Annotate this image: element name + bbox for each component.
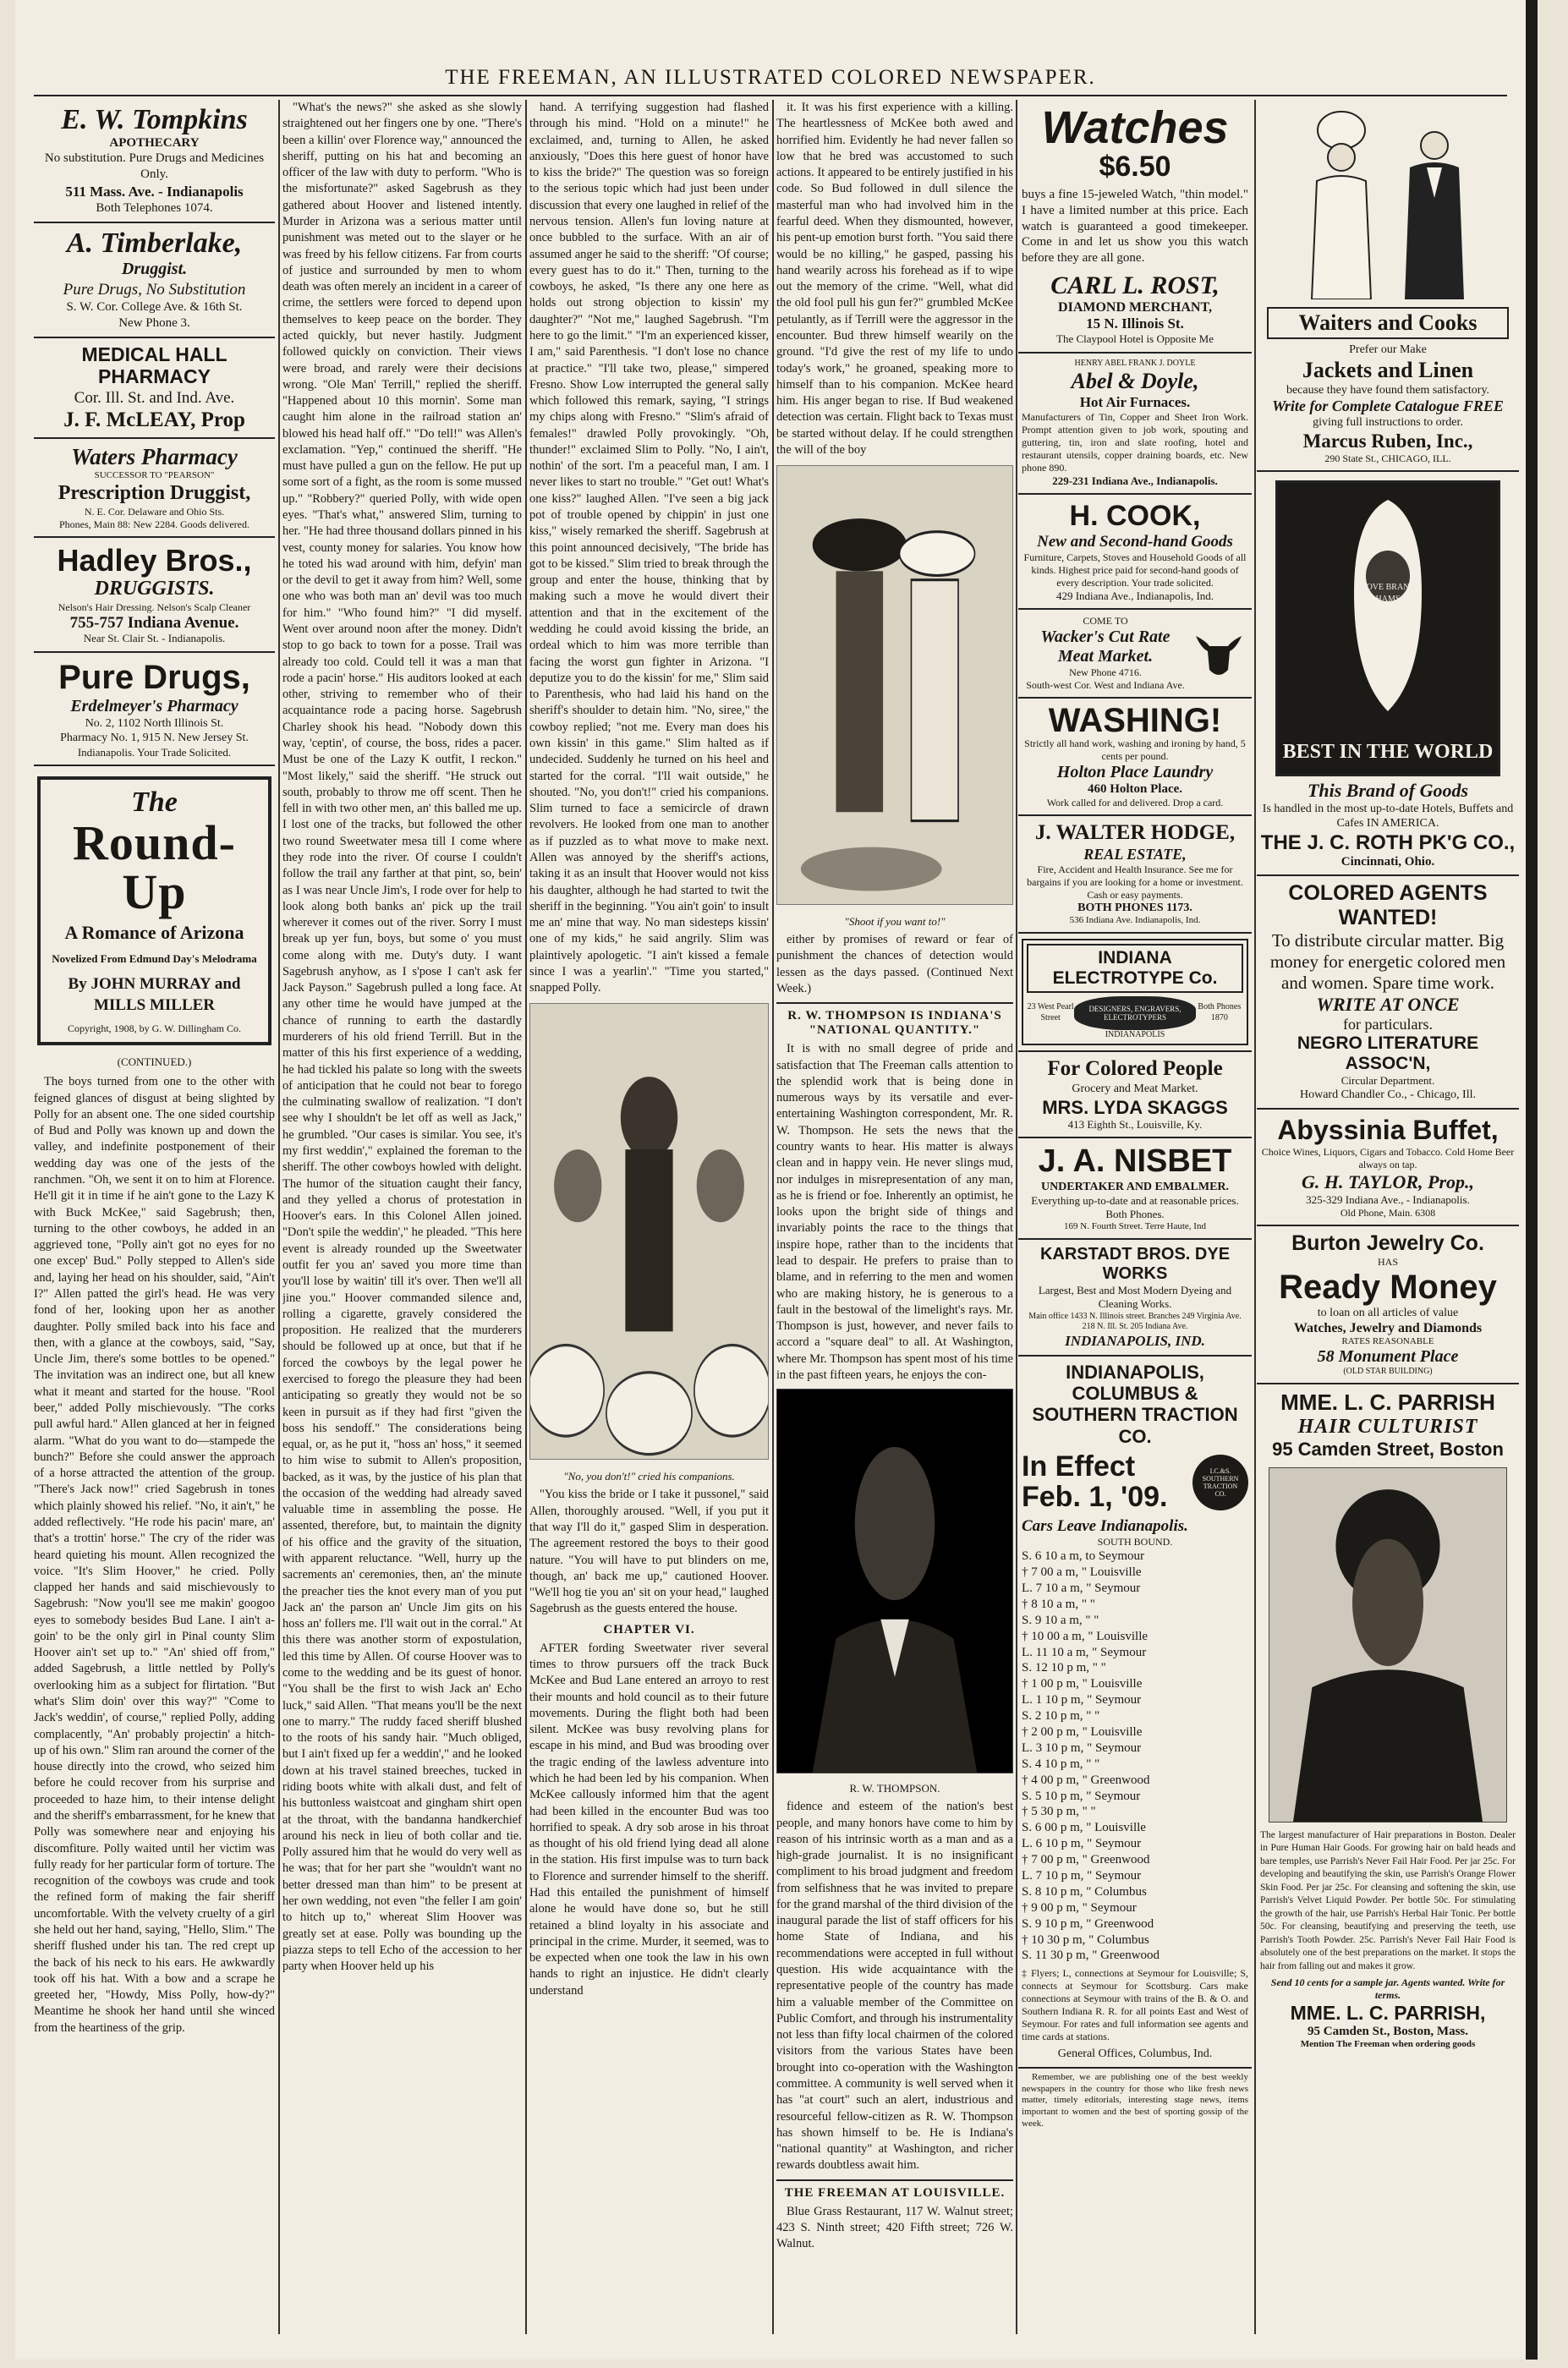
ad-line: Largest, Best and Most Modern Dyeing and Cleaning Works. (1038, 1284, 1232, 1311)
ad-line: (OLD STAR BUILDING) (1343, 1367, 1433, 1377)
ad-line: HAS (1377, 1256, 1398, 1269)
ad-line: Phones, Main 88: New 2284. Goods delivered. (59, 518, 249, 530)
ad-line: 413 Eighth St., Louisville, Ky. (1067, 1117, 1203, 1131)
ad-line: 536 Indiana Ave. Indianapolis, Ind. (1069, 915, 1201, 926)
ad-line: Cor. Ill. St. and Ind. Ave. (74, 388, 235, 407)
roundup-novelized: Novelized From Edmund Day's Melodrama (52, 951, 257, 965)
ad-price: $6.50 (1099, 151, 1171, 183)
ad-line: APOTHECARY (109, 135, 200, 150)
timetable-row: S. 2 10 p m, " " (1022, 1709, 1100, 1724)
article-text: Blue Grass Restaurant, 117 W. Walnut street; 423 S. Ninth street; 420 Fifth street; 726 W. Walnut. (776, 2204, 1013, 2251)
ad-line: South-west Cor. West and Indiana Ave. (1026, 679, 1185, 692)
ad-name: MEDICAL HALL PHARMACY (81, 343, 228, 388)
ad-name: COLORED AGENTS WANTED! (1288, 880, 1488, 929)
timetable-row: S. 6 10 a m, to Seymour (1022, 1549, 1144, 1564)
portrait-photo (777, 1390, 1012, 1773)
ad-line: 95 Camden St., Boston, Mass. (1307, 2025, 1469, 2039)
ad-walter-hodge (1018, 816, 1252, 934)
ad-line: The Claypool Hotel is Opposite Me (1056, 332, 1214, 346)
ad-abel-doyle (1018, 354, 1252, 496)
ad-text: Main office 1433 N. Illinois street. Branches 249 Virginia Ave. 218 N. Ill. St. 205 Indiana Ave. (1028, 1311, 1242, 1332)
ad-line: New Phone 4716. (1069, 666, 1142, 679)
ad-line: Marcus Ruben, Inc., (1302, 430, 1473, 452)
ad-line: DRUGGISTS. (94, 578, 215, 600)
ad-line: SOUTH BOUND. (1097, 1536, 1173, 1549)
ad-name: Pure Drugs, (58, 658, 250, 696)
column-5 (1018, 100, 1252, 2334)
ad-line: 460 Holton Place. (1087, 782, 1183, 797)
illustration-companions (529, 1003, 769, 1460)
ad-name: J. WALTER HODGE, (1034, 821, 1236, 845)
ad-name: Hadley Bros., (57, 542, 252, 578)
ad-line: NEGRO LITERATURE ASSOC'N, (1297, 1033, 1479, 1074)
timetable-row: S. 9 10 p m, " Greenwood (1022, 1916, 1154, 1931)
ad-line: Nelson's Hair Dressing. Nelson's Scalp Cleaner (58, 600, 251, 613)
article-text: fidence and esteem of the nation's best people, and many honors have come to him by reason of his intrinsic worth as a man and as a high-grade journalist. It is no insignificant compliment to his broad judgment and freedom from selfishness that he was invited to prepare for the grand marshal of the third division of the inaugural parade the list of staff officers for his home State of Indiana, and his recommendations were accepted in full without question. His wide acquaintance with the representative people of the country has made him a valuable member of the Committee on Public Comfort, and through his instrumentality not less than fifty local chairmen of the colored visitors from the various States have been brought into co-operation with the Washington committee. A community is well served when it has "at court" such an alert, industrious and resourceful fellow-citizen as R. W. Thompson has shown himself to be. He is Indiana's "national quantity" at Washington, and richer rewards doubtless await him. (776, 1800, 1013, 2173)
ad-text: The largest manufacturer of Hair preparations in Boston. Dealer in Pure Human Hair Goods. For growing hair on bald heads and bare temples, use Parrish's Never Fail Hair Food. Per jar 25c. For developing and beautifying the skin, use Parrish's Orange Flower Skin Food. Per jar 25c. For cleansing and softening the skin, use Parrish's Velvet Liquid Powder. Per bottle 50c. For stimulating the growth of the hair, use Parrish's Herbal Hair Tonic. Per bottle 50c. For cleansing, beautifying and preserving the teeth, use Parrish's Tooth Powder. 25c. Parrish's Never Fail Hair Food is absolutely one of the best preparations on the market. It stops the hair from falling out and makes it grow. (1260, 1829, 1516, 1971)
ad-line: Ready Money (1279, 1269, 1497, 1307)
ad-text: Strictly all hand work, washing and ironing by hand, 5 cents per pound. (1024, 737, 1246, 763)
ad-wacker (1018, 610, 1252, 699)
ad-line: 511 Mass. Ave. - Indianapolis (65, 183, 244, 200)
timetable-row: † 5 30 p m, " " (1022, 1805, 1096, 1819)
ad-line: 95 Camden Street, Boston (1272, 1438, 1504, 1460)
column-3 (529, 100, 769, 2334)
timetable-row: † 10 00 a m, " Louisville (1022, 1629, 1149, 1643)
roundup-title: Round-Up (73, 814, 236, 919)
ad-text: Is handled in the most up-to-date Hotels, Buffets and Cafes IN AMERICA. (1262, 802, 1514, 830)
timetable-row: S. 11 30 p m, " Greenwood (1022, 1949, 1160, 1963)
ad-text: Furniture, Carpets, Stoves and Household Goods of all kinds. Highest price paid for second-hand goods of every description. Your trade solicited. (1023, 551, 1247, 589)
roundup-copyright: Copyright, 1908, by G. W. Dillingham Co. (67, 1022, 241, 1035)
bull-head-icon (1189, 624, 1248, 683)
ad-line: REAL ESTATE, (1083, 846, 1187, 863)
article-text: It is with no small degree of pride and satisfaction that The Freeman calls attention to the splendid work that is being done in numerous ways by its versatile and ever-entertaining Washington correspondent, Mr. R. W. Thompson. He sets the news that the country wants to hear. His matter is always clean and in happy vein. He never slings mud, nor indulges in misrepresentation of any man, as he is friend or foe. Inherently an optimist, he looks upon the bright side of things and invariably points the race to the things that inspire hope, rather than to the incidents that lead to despair. He prefers to praise than to blame, and in referring to the men and women who are making history, he is generous to a fault in the bestowal of the limelight's rays. Mr. Thompson is just, however, and never fails to accord a "square deal" to all. At Washington, where Mr. Thompson has spent most of his time in the past fifteen years, he enjoys the con- (776, 1042, 1013, 1382)
timetable-row: L. 3 10 p m, " Seymour (1022, 1740, 1142, 1755)
ham-icon (1278, 483, 1498, 728)
ad-karstadt (1018, 1240, 1252, 1357)
story-text: hand. A terrifying suggestion had flashed through his mind. "Hold on a minute!" he exclaimed, and, turning to Allen, he asked anxiously, "Does this here guest of honor have to kiss the bride?" The question was so foreign to the serious topic which had just been under discussion that every one laughed in relief of the nervous tension. Allen's fun loving nature at once bubbled to the surface. With an air of assumed anger he said to the sheriff: "Of course; every guest has to do it." Then, turning to the cowboys, he asked, "Is there any one here as holds out strong objection to kissin' my daughter?" "Not me," laughed Sagebrush. "I'm here to go the limit." "I'm an experienced kisser, I am," said Parenthesis. "I don't lose no chance at practice." "I'll take two, please," simpered Fresno. Show Low interrupted the general sally which followed this remark, saying, "I strings my chips along with Fresno." "Slim's afraid of females!" drawled Polly provokingly. "Oh, thunder!" exclaimed Slim to Polly. "No, I ain't, nothin' of the sort. I'm a peaceful man, I am. I never likes to start no trouble." "Get out! What's one kiss?" laughed Allen. "I've seen a big jack pot of trouble opened by chippin' in just one kiss," wisely remarked the sheriff. Sagebrush at this point announced decisively, "The bride has got to be kissed." Slim tried to break through the group and enter the house, thinking that by making such a move he would divert their attention and that in the excitement of the wedding he could avoid kissing the bride, an ordeal which to him was more terrible than facing the worst gun fighter in Arizona. "I deputize you to do the kissin' for me," Slim said to Parenthesis, who had laid his hand on the sheriff's shoulder to detain him. "No, siree," the cowboy replied; "not me. Every man does his own kissin' in this game." Slim halted as if undecided. Suddenly he turned on his heel and started for the corral. "I'll wait outside," he shouted. "No, you don't!" cried his companions. Slim turned to face a semicircle of drawn revolvers. He looked from one man to another as if puzzled as to what move to make next. Allen was annoyed by the sheriff's actions, taking it as an insult that Hoover would not kiss his daughter, although he had started to twit the sheriff in the beginning. "You ain't goin' to insult me an' mine that way. No man sidesteps kissin' one of my kids," he said angrily. Slim was plaintively apologetic. "I ain't kissed a female since I was a yearlin'." "Time you started," snapped Polly. (529, 101, 769, 995)
ad-waters-pharmacy (34, 439, 275, 537)
article-heading: THE FREEMAN AT LOUISVILLE. (776, 2179, 1013, 2204)
portrait-photo (1269, 1468, 1506, 1822)
ad-line: Howard Chandler Co., - Chicago, Ill. (1299, 1088, 1476, 1102)
story-text: The boys turned from one to the other with feigned glances of disgust at being slighted by Polly for an absent one. The one sided courtship of Bud and Polly was known up and down the valley, and indefinite postponement of their wedding day was one of the jests of the ranchmen. "Oh, we sent it on to him at Florence. He'll git it in time if he ain't gone to the Lazy K with Buck McKee," said Sagebrush; then, turning to the other cowboys, he added in an aggrieved tone, "Polly ain't got no eyes for no one excep' Bud." Polly stepped to Allen's side and, laying her head on his shoulder, said, "Ain't I?" Allen patted the girl's head. He was very fond of her, looking upon her as another daughter. Polly smiled back into his face and then, with a glance at the cowboys, said, "Say, Uncle Jim, there's some bottles to be opened." The invitation was an indirect one, but all knew what it meant and started for the house. "Rool beer," added Polly mischievously. "The corks pull awful hard." Allen glanced at her in feigned alarm. "What do you want to do—stampede the bunch?" Before she could answer the approach of a horse attracted the attention of the group. "There's Jack now!" cried Sagebrush in tones which plainly showed his relief. "No, it ain't," he added reflectively. "He rode his pacin' mare, an' that's a trottin' horse." The cry of the rider was heard quieting his mount. Allen recognized the voice. "It's Slim Hoover," he cried. Polly clapped her hands and said mischievously to Sagebrush: "Now you'll see me makin' googoo eyes to somebody besides Bud Lane. I ain't a-goin' to be the only girl in Pinal county Slim Hoover ain't set up to." "An' shied off from," added Sagebrush, a little nettled by Polly's overlooking him as a subject for flirtation. "But what's Slim doin' over this way?" "Come to Jack's weddin', of course," replied Polly, adding complacently, "An' probably projectin' a hitch-up of his own." Slim ran around the corner of the house directly into the crowd, who seized him before he could recover from his surprise and proceeded to haze him, to their intense delight and the sheriff's embarrassment, for he knew that Polly was somewhere near and enjoying his discomfiture. Polly waited until her victim was fully ready for her particular form of torture. The recognition of the cowboys was crude and took the refined form of making the fair sheriff uncomfortable. With the velvety cruelty of a girl she held out her hand, saying, "Hello, Slim." The sheriff flushed under his tan. The red crept up the back of his neck to his ears. He awkwardly took off his hat. With a bow and a scrape he greeted her, "Howdy, Miss Polly, how-dy?" Meantime he shook her hand until she winced from the heartiness of the grip. (34, 1075, 275, 2035)
ham-label: HAMS (1375, 594, 1401, 604)
ad-marcus-ruben (1257, 100, 1519, 472)
ad-medical-hall (34, 338, 275, 439)
ad-name: Burton Jewelry Co. (1291, 1231, 1484, 1256)
ad-text: Choice Wines, Liquors, Cigars and Tobacco. Cold Home Beer always on tap. (1261, 1145, 1515, 1170)
ad-line: CARL L. ROST, (1050, 271, 1220, 299)
ad-line: MRS. LYDA SKAGGS (1042, 1096, 1228, 1118)
timetable-row: S. 8 10 p m, " Columbus (1022, 1884, 1147, 1899)
illustration-drawing (777, 466, 1012, 904)
timetable-row: L. 1 10 p m, " Seymour (1022, 1693, 1142, 1707)
ad-line: Druggist. (121, 259, 188, 278)
ad-line: Near St. Clair St. - Indianapolis. (83, 632, 226, 645)
timetable-row: S. 9 10 a m, " " (1022, 1613, 1099, 1627)
ad-timberlake (34, 223, 275, 338)
ad-text: buys a fine 15-jeweled Watch, "thin model." I have a limited number at this price. Each watch is guaranteed a good timekeeper. Come in and let us show you this watch before they are all gone. (1022, 188, 1248, 265)
column-1 (34, 100, 275, 2334)
ad-line: Pure Drugs, No Substitution (63, 280, 246, 299)
ad-traction (1018, 1357, 1252, 2069)
ad-name: INDIANAPOLIS, COLUMBUS & SOUTHERN TRACTION CO. (1032, 1361, 1238, 1447)
ad-text: Everything up-to-date and at reasonable prices. Both Phones. (1031, 1193, 1239, 1221)
ad-line: Holton Place Laundry (1056, 763, 1214, 782)
timetable-row: † 4 00 p m, " Greenwood (1022, 1773, 1150, 1787)
ad-line: Old Phone, Main. 6308 (1340, 1207, 1436, 1220)
waiter-and-cook-illustration (1261, 105, 1515, 299)
ad-line: HENRY ABEL FRANK J. DOYLE (1074, 358, 1196, 368)
timetable-row: † 7 00 a m, " Louisville (1022, 1565, 1142, 1580)
ad-line: J. F. McLEAY, Prop (63, 408, 245, 431)
ad-roth (1257, 472, 1519, 876)
ad-line: MME. L. C. PARRISH, (1290, 2002, 1486, 2025)
column-2 (282, 100, 522, 2334)
ad-line: 169 N. Fourth Street. Terre Haute, Ind (1064, 1221, 1206, 1232)
ad-line: S. W. Cor. College Ave. & 16th St. (66, 300, 243, 315)
ad-name: J. A. NISBET (1038, 1143, 1232, 1180)
ad-name: Abel & Doyle, (1071, 369, 1199, 393)
traction-logo: I.C.&S. SOUTHERN TRACTION CO. (1192, 1455, 1248, 1510)
timetable-row: L. 6 10 p m, " Seymour (1022, 1837, 1142, 1851)
ad-name: Watches (1041, 102, 1229, 153)
ad-line: Jackets and Linen (1302, 357, 1474, 382)
illustration-caption: "No, you don't!" cried his companions. (563, 1470, 735, 1483)
ad-burton (1257, 1226, 1519, 1384)
ad-name: Abyssinia Buffet, (1277, 1114, 1499, 1145)
timetable-row: S. 5 10 p m, " Seymour (1022, 1789, 1141, 1803)
ad-line: COME TO (1083, 615, 1128, 628)
ad-text: to loan on all articles of value (1317, 1307, 1459, 1320)
ad-line: BOTH PHONES 1173. (1077, 902, 1192, 915)
ad-text: Fire, Accident and Health Insurance. See me for bargains if you are looking for a home or investment. Cash or easy payments. (1027, 863, 1243, 902)
ad-line: Write for Complete Catalogue FREE (1272, 397, 1504, 414)
effect-date: Feb. 1, '09. (1022, 1480, 1168, 1513)
timetable (1022, 1549, 1248, 1964)
ad-line: No substitution. Pure Drugs and Medicines Only. (44, 151, 265, 182)
timetable-row: L. 7 10 a m, " Seymour (1022, 1581, 1141, 1595)
timetable-row: † 8 10 a m, " " (1022, 1597, 1095, 1611)
column-rule (1016, 100, 1017, 2334)
ad-line: 290 State St., CHICAGO, ILL. (1324, 452, 1451, 464)
effect-line: In Effect (1022, 1450, 1136, 1483)
timetable-row: S. 6 00 p m, " Louisville (1022, 1821, 1146, 1835)
ad-electrotype (1018, 934, 1252, 1053)
continued-label: (CONTINUED.) (117, 1055, 192, 1069)
ham-label: DOVE BRAND (1360, 582, 1416, 592)
ad-line: Both Telephones 1074. (96, 201, 213, 216)
ad-line: HAIR CULTURIST (1297, 1415, 1478, 1438)
ad-name: Waters Pharmacy (71, 444, 238, 470)
ad-line: 325-329 Indiana Ave., - Indianapolis. (1306, 1192, 1470, 1206)
ad-line: because they have found them satisfactory. (1286, 383, 1490, 397)
ad-name: THE J. C. ROTH PK'G CO., (1260, 830, 1516, 854)
story-text: "You kiss the bride or I take it pussonel," said Allen, thoroughly aroused. "Well, if you put it that way I'll do it," gasped Slim in desperation. The agreement restored the boys to their good nature. "You will have to put blinders on me, though, an' back me up," cautioned Hoover. "We'll hog tie you an' sit on your head," laughed Sagebrush as the guests entered the house. (529, 1488, 769, 1616)
ad-line: INDIANAPOLIS, IND. (1065, 1332, 1205, 1349)
ad-line: New Phone 3. (118, 316, 190, 331)
ad-name: MME. L. C. PARRISH (1280, 1389, 1495, 1415)
ad-line: N. E. Cor. Delaware and Ohio Sts. (84, 505, 225, 518)
ad-line: RATES REASONABLE (1341, 1335, 1434, 1346)
ad-name: Wacker's Cut Rate (1040, 628, 1171, 647)
timetable-row: L. 7 10 p m, " Seymour (1022, 1869, 1142, 1883)
ad-name: E. W. Tompkins (61, 104, 248, 135)
story-text: it. It was his first experience with a killing. The heartlessness of McKee both awed and horrified him. Evidently he had never fallen so low that he bred was accustomed to such actions. It appeared to be entirely justified in his code. So Bud followed in dull silence the masterful man who had involved him in the fearful deed. When they dismounted, however, his pent-up emotion burst forth. "You said there would be no killing," he gasped, passing his hand wearily across his forehead as if to wipe out the memory of the crime. "Well, what did the old fool pull his gun fer?" grumbled McKee petulantly, as if Terrill were the aggressor in the encounter. Bud threw himself wearily on the ground. "I'd give the rest of my life to undo today's work," he groaned, speaking more to himself than to his companion. McKee heard him. His anger began to rise. If Bud weakened detection was certain. Flight back to Texas must be started without delay. If he could strengthen the will of the boy (776, 101, 1013, 457)
ad-line: for particulars. (1343, 1016, 1433, 1033)
ad-line: Cincinnati, Ohio. (1340, 854, 1435, 869)
ad-line: Pharmacy No. 1, 915 N. New Jersey St. (60, 732, 249, 745)
article-heading: R. W. THOMPSON IS INDIANA'S "NATIONAL QUANTITY." (776, 1002, 1013, 1041)
ad-line: Grocery and Meat Market. (1072, 1083, 1198, 1096)
top-rule (34, 95, 1507, 96)
ad-hadley-bros (34, 538, 275, 653)
story-text: AFTER fording Sweetwater river several times to throw pursuers off the track Buck McKee and Bud Lane entered an arroyo to rest their mounts and hold council as to their future movements. During the flight both had been silent. McKee was busy revolving plans for escape in his mind, and Bud was brooding over the tragic ending of the lawless adventure into which he had been led by his companion. When McKee callously informed him that the agent had been killed in the encounter Bud was too horrified to speak. A dry sob arose in his throat as thought of his old friend lying dead all alone in the station. His first impulse was to turn back to Florence and surrender himself to the sheriff. Had this entailed the punishment of himself alone he would have done so, but he still retained a blind loyalty in his associate and principal in the crime. Murder, it seemed, was to be expected when one took the law in his own hands to right an injustice. He didn't clearly understand (529, 1641, 769, 1998)
ad-line: Circular Department. (1340, 1074, 1435, 1088)
ad-line: UNDERTAKER AND EMBALMER. (1040, 1180, 1230, 1193)
ad-line: 229-231 Indiana Ave., Indianapolis. (1052, 474, 1218, 487)
ad-text: Manufacturers of Tin, Copper and Sheet Iron Work. Prompt attention given to job work, spouting and guttering, tin, iron and slate roofing, hotel and restaurant utensils, copper draining boards, etc. New phone 890. (1022, 410, 1248, 474)
best-in-world-label: BEST IN THE WORLD (1282, 740, 1494, 763)
ad-tompkins (34, 100, 275, 223)
ad-name: WASHING! (1048, 702, 1222, 740)
ad-line: 429 Indiana Ave., Indianapolis, Ind. (1055, 589, 1214, 603)
ad-line: Watches, Jewelry and Diamonds (1293, 1320, 1483, 1335)
ad-line: Send 10 cents for a sample jar. Agents wanted. Write for terms. (1270, 1976, 1505, 2002)
ad-colored-agents (1257, 876, 1519, 1110)
ad-line: Cars Leave Indianapolis. (1022, 1517, 1188, 1536)
ad-line: Both Phones 1870 (1198, 1002, 1242, 1022)
ham-advert-panel (1275, 480, 1500, 776)
ad-line: 23 West Pearl Street (1027, 1002, 1074, 1022)
ad-line: 58 Monument Place (1317, 1347, 1459, 1367)
roundup-the: The (131, 786, 178, 818)
chapter-heading: CHAPTER VI. (603, 1622, 695, 1636)
ad-washing (1018, 699, 1252, 816)
ad-name: INDIANA ELECTROTYPE Co. (1027, 944, 1243, 993)
ad-line: INDIANAPOLIS (1105, 1029, 1165, 1039)
illustration-shoot (776, 465, 1013, 905)
timetable-row: † 2 00 p m, " Louisville (1022, 1724, 1143, 1739)
ad-h-cook (1018, 495, 1252, 610)
masthead: THE FREEMAN, AN ILLUSTRATED COLORED NEWSPAPER. (445, 66, 1096, 89)
ad-line: SUCCESSOR TO "PEARSON" (94, 470, 215, 481)
ad-line: 755-757 Indiana Avenue. (69, 613, 239, 632)
ad-line: Work called for and delivered. Drop a card. (1046, 797, 1224, 809)
ad-line: No. 2, 1102 North Illinois St. (85, 716, 224, 730)
timetable-row: L. 11 10 a m, " Seymour (1022, 1645, 1147, 1659)
ad-line: DESIGNERS, ENGRAVERS, ELECTROTYPERS (1074, 996, 1195, 1030)
ad-name: Waiters and Cooks (1267, 307, 1509, 339)
timetable-row: † 9 00 p m, " Seymour (1022, 1900, 1137, 1915)
roundup-subtitle: A Romance of Arizona (64, 921, 244, 943)
ad-nisbet (1018, 1138, 1252, 1240)
timetable-row: † 1 00 p m, " Louisville (1022, 1677, 1143, 1691)
story-text: "What's the news?" she asked as she slowly straightened out her fingers one by one. "There's been a killin' over Florence way," announced the sheriff, putting on his hat and becoming an officer of the law with duty to perform. "Who is the misfortunate?" asked Sagebrush as they gathered about Hoover and listened intently. Murder in Arizona was a serious matter until punishment was meted out to the slayer or he was freed by his fellow citizens. Far from courts of justice and surrounded by men to whom death was often merely an incident in a career of crime, the settlers were forced to depend upon themselves to keep peace on the border. They acted quickly, but never hastily. Judgment followed quickly on conviction. Their views were broad, and rarely were their decisions wrong. "Ole Man' Terrill," replied the sheriff. "Happened about 10 this mornin'. Some man caught him alone in the railroad station an' blowed his head half off." "Do tell!" was Allen's exclamation. "Yep," continued the sheriff. "He must have pulled a gun on the fellow. He put up some sort of a fight, as the room is some mussed up." "Robbery?" queried Polly, with wide open eyes. "That's what," answered Slim, turning to her. "He had three thousand dollars pinned in his vest, county money for salaries. You know how he toted his wad around with him, defyin' man or the devil to get it away from him? Well, some one who was both man an' devil was too much for him." "Who found him?" "I did myself. Went over around noon after the money. Didn't stop to go back to town for a posse. Trail was already too cold. Could tell it was a man that rode a pacin' horse." His auditors looked at each other, striving to remember who of their acquaintance rode a pacing horse. Sagebrush Charley shook his head. "Nobody down this way, 'ceptin', of course, the boss, rides a pacer. Must be one of the Lazy K outfit, I reckon." "Most likely," said the sheriff. "He struck out south, probably to throw me off scent. Then he fell in with two other men, an' this balled me up. I lost one of the tracks, but followed the other two round Sweetwater mesa till I come where they rode into the river. Of course I couldn't follow the trail any farther at that pint, so, bein' as I was near Uncle Jim's, I rode over for help to look along both banks an' pick up the trail wherever it comes out of the river. Sorry I must break up yer fun, boys, but some o' you must come along with me. Duty's duty. I want Sagebrush anyhow, as I s'pose I can't ask fer Jack Payson." Sagebrush pulled a long face. At any other time he would have jumped at the chance of running to earth the dastardly murderers of his old friend Terrill. But in the matter of this his first experience of a wedding, he had tickled his palate so long with the sweets of anticipation that he could not bear to forego the culminating swallow of realization. "I don't see why I shouldn't be let off as well as Jack," he grumbled. "Our cases is similar. You see, it's my first weddin'," explained the foreman to the sheriff. The other cowboys howled with delight. The humor of the situation caught their fancy, and they yelled a chorus of protestation in Hoover's ears. In this Colonel Allen joined. "Don't spile the weddin'," he pleaded. "This here event is already rounded up the Sweetwater outfit fer you an' saved you more time than you'll lose by waitin' till it's over. Then we'll all jine you." Hoover commanded silence and, rolling a cigarette, gravely considered the proposition. He realized that the murderers should be followed up at once, but that if he forced the cowboys by the legal power he exercised to forego the pleasure they had been anticipating so greatly they would not be so keen in pursuit as if they had first "given the boss his sendoff." The considerations being equal, or, as he put it, "hoss an' hoss," it seemed to him wise to submit to Allen's proposition, backed, as it was, by the justice of his plan that the occasion of the wedding had already saved valuable time in assembling the posse. He assented, therefore, but, to maintain the dignity of his office and the gravity of the situation, with apparent reluctance. "Well, hurry up the sacrements an' ceremonies, then, an' the minute the preacher ties the knot every man of you put Jack an' the parson an' Uncle Jim gits on his hoss an' follers me. I'll wait out in the corral." At this there was another storm of expostulation, led this time by Allen. Of course Hoover was to come to the wedding and be its guest of honor. "You shall be the first to wish Jack an' Echo luck," said Allen. "That means you'll be the next one to marry." The ruddy faced sheriff blushed to the roots of his sandy hair. "Much obliged, but I ain't fixed up fer a weddin'," and he looked down at his travel stained breeches, tucked in riding boots white with alkali dust, and felt of his buttonless waistcoat and gingham shirt open at the throat, with the bandanna handkerchief around his neck in lieu of both collar and tie. Polly assured him that he would do very well as he was; that for her part she "wouldn't want no better dressed man than him" to be present at her own wedding, not even "the feller I am goin' to hitch up to," whereat Slim Hoover was greatly set at ease. Polly was bounding up the piazza steps to tell Echo of the accession to her party when Hoover held up his (282, 101, 522, 1974)
ad-pure-drugs (34, 653, 275, 766)
ad-name: H. COOK, (1069, 500, 1201, 533)
illustration-drawing (530, 1004, 768, 1459)
column-rule (525, 100, 527, 2334)
ad-line: This Brand of Goods (1307, 779, 1469, 801)
ad-line: 15 N. Illinois St. (1086, 315, 1184, 332)
portrait-caption: R. W. THOMPSON. (849, 1782, 940, 1795)
newspaper-page (15, 0, 1538, 2360)
ad-line: WRITE AT ONCE (1316, 994, 1460, 1016)
ad-text: To distribute circular matter. Big money for energetic colored men and women. Spare time work. (1269, 929, 1506, 993)
column-rule (772, 100, 774, 2334)
thompson-portrait (776, 1389, 1013, 1773)
story-text: either by promises of reward or fear of punishment the chances of detection would lessen as the days passed. (Continued Next Week.) (776, 933, 1013, 996)
column-6 (1257, 100, 1519, 2334)
ad-name: For Colored People (1047, 1057, 1223, 1081)
ad-line: Indianapolis. Your Trade Solicited. (77, 745, 232, 759)
timetable-row: † 10 30 p m, " Columbus (1022, 1932, 1149, 1947)
ad-parrish (1257, 1384, 1519, 2055)
ad-name: A. Timberlake, (66, 227, 243, 259)
ad-line: Mention The Freeman when ordering goods (1300, 2039, 1476, 2050)
ad-text: ‡ Flyers; L, connections at Seymour for Louisville; S, connects at Seymour for Scottsburg. Cars make connections at Seymour with trains of the B. & O. and Southern Indiana R. R. for all points East and West of Seymour. For rates and full information see agents and time cards at stations. (1022, 1967, 1248, 2043)
ad-line: giving full instructions to order. (1313, 416, 1463, 429)
ad-line: Hot Air Furnaces. (1079, 393, 1191, 410)
timetable-row: S. 12 10 p m, " " (1022, 1661, 1106, 1675)
notice-text: Remember, we are publishing one of the best weekly newspapers in the country for those who like fresh news matter, timely editorials, interesting stage news, items important to women and the best of sporting gossip of the week. (1022, 2071, 1248, 2129)
roundup-title-box (37, 776, 271, 1045)
ad-line: Erdelmeyer's Pharmacy (70, 696, 238, 715)
ad-line: Prescription Druggist, (58, 482, 251, 505)
timetable-row: † 7 00 p m, " Greenwood (1022, 1853, 1150, 1867)
ad-line: Meat Market. (1057, 647, 1154, 666)
roundup-authors: By JOHN MURRAY and MILLS MILLER (68, 974, 241, 1014)
column-4 (776, 100, 1013, 2334)
ad-name: KARSTADT BROS. DYE WORKS (1039, 1245, 1231, 1284)
illustration-caption: "Shoot if you want to!" (844, 915, 946, 929)
ad-line: General Offices, Columbus, Ind. (1057, 2047, 1213, 2061)
timetable-row: S. 4 10 p m, " " (1022, 1757, 1100, 1771)
parrish-portrait (1269, 1467, 1507, 1823)
ad-line: Prefer our Make (1349, 343, 1427, 356)
ad-line: G. H. TAYLOR, Prop., (1301, 1170, 1475, 1192)
column-rule (278, 100, 280, 2334)
ad-abyssinia (1257, 1110, 1519, 1226)
ad-line: DIAMOND MERCHANT, (1058, 300, 1212, 315)
ad-skaggs (1018, 1052, 1252, 1138)
ad-line: New and Second-hand Goods (1037, 533, 1233, 551)
ad-watches (1018, 100, 1252, 354)
column-rule (1254, 100, 1256, 2334)
